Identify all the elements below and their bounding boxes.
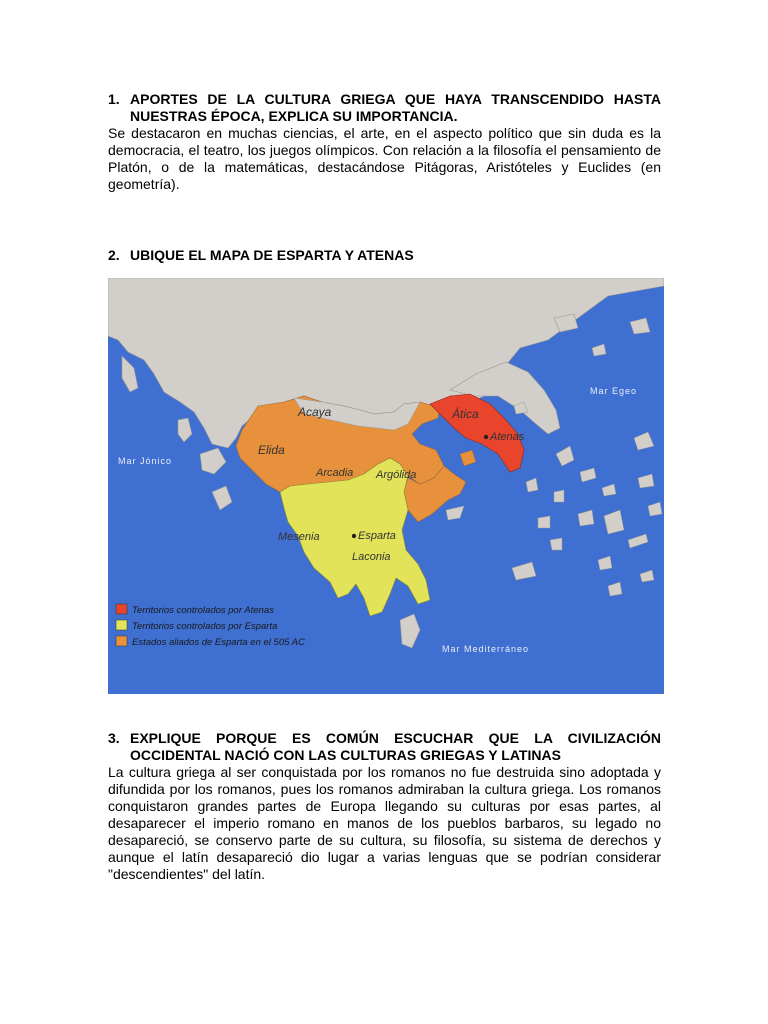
legend-label-esparta: Territorios controlados por Esparta — [132, 621, 278, 632]
legend-swatch-aliados — [116, 636, 127, 646]
label-laconia: Laconia — [352, 551, 391, 563]
label-mar-mediterraneo: Mar Mediterráneo — [442, 644, 530, 654]
label-mar-jonico: Mar Jónico — [118, 456, 173, 466]
island-serifos — [538, 516, 550, 528]
label-argolida: Argólida — [376, 469, 417, 481]
label-acaya: Acaya — [298, 405, 332, 419]
section-2-heading — [108, 247, 661, 264]
legend-swatch-atenas — [116, 604, 127, 614]
label-atica: Ática — [452, 407, 479, 421]
greece-map — [108, 278, 664, 694]
section-3-number: 3. — [108, 730, 120, 746]
island-sifnos — [550, 538, 562, 550]
island-syros — [554, 490, 564, 502]
section-1-title: APORTES DE LA CULTURA GRIEGA QUE HAYA TRANSCENDIDO HASTA NUESTRAS ÉPOCA, EXPLICA SU IMPORTANCIA. — [130, 91, 661, 124]
legend-label-atenas: Territorios controlados por Atenas — [132, 605, 274, 616]
section-2-title: UBIQUE EL MAPA DE ESPARTA Y ATENAS — [130, 247, 414, 263]
label-atenas: Atenas — [490, 431, 525, 443]
legend-swatch-esparta — [116, 620, 127, 630]
label-mesenia: Mesenia — [278, 531, 320, 543]
section-3-body: La cultura griega al ser conquistada por los romanos no fue destruida sino adoptada y difundida por los romanos, pues los romanos admiraban la cultura griega. Los romanos conquistaron grandes partes de Europa llegando su culturas por esas partes, al desaparecer el imperio romano en manos de los pueblos barbaros, su legado no desapareció, se conservo parte de su cultura, su filosofía, su sistema de derechos y aunque el latín desapareció dio lugar a varias lenguas que se podrían considerar "descendientes" del latín. — [108, 764, 661, 882]
section-3-title: EXPLIQUE PORQUE ES COMÚN ESCUCHAR QUE LA CIVILIZACIÓN OCCIDENTAL NACIÓ CON LAS CULTURAS GRIEGAS Y LATINAS — [130, 730, 661, 763]
legend-label-aliados: Estados aliados de Esparta en el 505 AC — [132, 637, 305, 648]
label-mar-egeo: Mar Egeo — [590, 386, 638, 396]
section-1-body: Se destacaron en muchas ciencias, el arte, en el aspecto político que sin duda es la democracia, el teatro, los juegos olímpicos. Con relación a la filosofía el pensamiento de Platón, o de la matemáticas, destacándose Pitágoras, Aristóteles y Euclides (en geometría). — [108, 125, 661, 192]
section-1-number: 1. — [108, 91, 120, 107]
label-elida: Elida — [258, 443, 285, 457]
map-svg — [108, 278, 664, 694]
section-2-number: 2. — [108, 247, 120, 263]
section-1-heading — [108, 91, 661, 125]
city-dot-esparta — [352, 534, 356, 538]
label-arcadia: Arcadia — [316, 467, 354, 479]
label-esparta: Esparta — [358, 530, 396, 542]
city-dot-atenas — [484, 435, 488, 439]
section-3-heading — [108, 730, 661, 764]
